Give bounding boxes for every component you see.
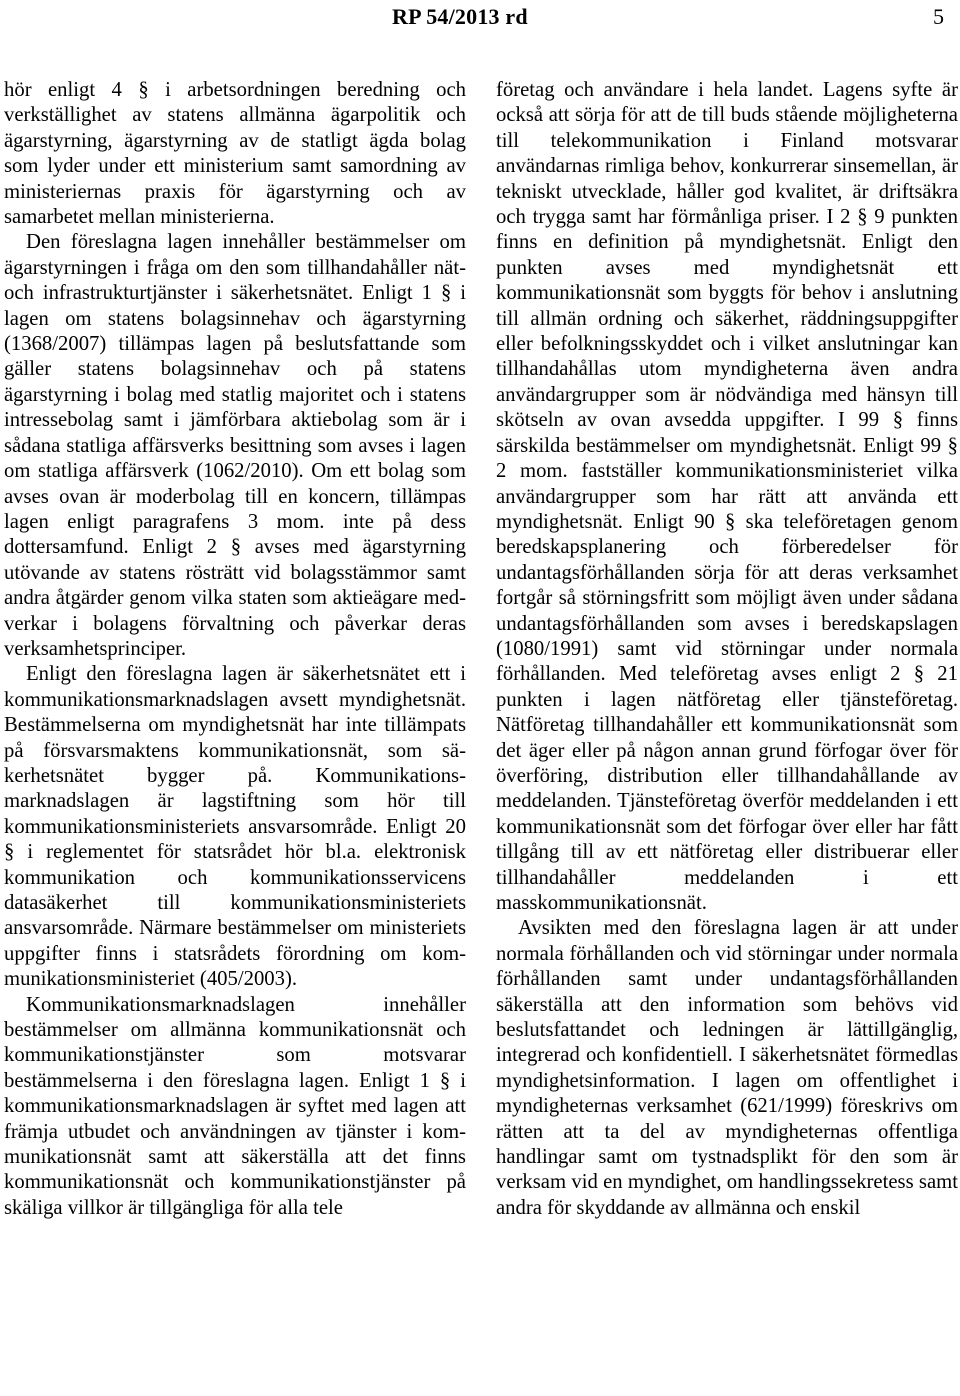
right-column	[496, 78, 958, 1221]
document-reference: RP 54/2013 rd	[392, 4, 528, 29]
page-number: 5	[933, 4, 944, 29]
paragraph: Avsikten med den föreslagna lagen är att under normala förhållanden och vid störningar under normala förhållanden samt under undantagsförhållanden säkerställa att den information som behövs vid beslutsfattandet och ledningen är lättillgänglig, integrerad och konfidentiell. I säkerhetsnätet förmedlas myndighetsinformation. I lagen om offentlighet i myndigheternas verksamhet (621/1999) föreskrivs om rätten att ta del av myndigheternas offentliga handlingar samt om tystnadsplikt för den som är verksam vid en myndighet, om handlingssekretess samt andra för skyddande av allmänna och enskil	[496, 917, 958, 1219]
paragraph: Enligt den föreslagna lagen är säkerhetsnätet ett i kommunikationsmarknadslagen avsett myndighetsnät. Bestämmelserna om myndighetsnät har inte tillämpats på försvarsmaktens kommunikationsnät, som säkerhetsnätet bygger på. Kommunikationsmarknadslagen är lagstiftning som hör till kommunikationsministeriets ansvarsområde. Enligt 20 § i reglementet för statsrådet hör bl.a. elektronisk kommunikation och kommunikationsservicens datasäkerhet till kommunikationsministeriets ansvarsområde. Närmare bestämmelser om ministeriets uppgifter finns i statsrådets förordning om kommunikationsministeriet (405/2003).	[4, 663, 466, 991]
paragraph: företag och användare i hela landet. Lagens syfte är också att sörja för att de till buds stående möjligheterna till telekommunikation i Finland motsvarar användarnas rimliga behov, konkurrerar sinsemellan, är tekniskt utvecklade, håller god kvalitet, är driftsäkra och trygga samt har förmånliga priser. I 2 § 9 punkten finns en definition på myndighetsnät. Enligt den punkten avses med myndighetsnät ett kommunikationsnät som byggts för behov i anslutning till allmän ordning och säkerhet, räddningsuppgifter eller befolkningsskyddet och i vilket anslutningar kan tillhandahållas utom myndigheterna även andra användargrupper som är nödvändiga med hänsyn till skötseln av ovan avsedda uppgifter. I 99 § finns särskilda bestämmelser om myndighetsnät. Enligt 99 § 2 mom. fastställer kommunikationsministeriet vilka användargrupper som har rätt att använda ett myndighetsnät. Enligt 90 § ska teleföretagen genom beredskapsplanering och förberedelser för undantagsförhållanden sörja för att deras verksamhet fortgår så störningsfritt som möjligt även under sådana undantagsförhållanden som avses i beredskapslagen (1080/1991) samt vid störningar under normala förhållanden. Med teleföretag avses enligt 2 § 21 punkten i lagen nätföretag eller tjänsteföretag. Nätföretag tillhandahåller ett kommunikationsnät som det äger eller på någon annan grund förfogar över för överföring, distribution eller tillhandahållande av meddelanden. Tjänsteföretag överför meddelanden i ett kommunikationsnät som det förfogar över eller har fått tillgång till av ett nätföretag eller distribuerar eller tillhandahåller meddelanden i ett masskommunikationsnät.	[496, 79, 958, 914]
left-column	[4, 78, 466, 1221]
paragraph: Den föreslagna lagen innehåller bestämmelser om ägarstyrningen i fråga om den som tillhandahåller nät- och infrastrukturtjänster i säkerhetsnätet. Enligt 1 § i lagen om statens bolagsinnehav och ägarstyrning (1368/2007) tillämpas lagen på beslutsfattande som gäller statens bolagsinnehav och på statens ägarstyrning i bolag med statlig majoritet och i statens intressebolag samt i jämförbara aktiebolag som är i sådana statliga affärsverks besittning som avses i lagen om statliga affärsverk (1062/2010). Om ett bolag som avses ovan är moderbolag till en koncern, tillämpas lagen enligt paragrafens 3 mom. inte på dess dottersamfund. Enligt 2 § avses med ägarstyrning utövande av statens rösträtt vid bolagsstämmor samt andra åtgärder genom vilka staten som aktieägare medverkar i bolagens förvaltning och påverkar deras verksamhetsprinciper.	[4, 231, 466, 660]
paragraph: hör enligt 4 § i arbetsordningen beredning och verkställighet av statens allmänna ägarpolitik och ägarstyrning, ägarstyrning av de statligt ägda bolag som lyder under ett ministerium samt samordning av ministeriernas praxis för ägarstyrning och av samarbetet mellan ministerierna.	[4, 79, 466, 229]
paragraph: Kommunikationsmarknadslagen innehåller bestämmelser om allmänna kommunikationsnät och kommunikationstjänster som motsvarar bestämmelserna i den föreslagna lagen. Enligt 1 § i kommunikationsmarknadslagen är syftet med lagen att främja utbudet och användningen av tjänster i kommunikationsnät samt att säkerställa att det finns kommunikationsnät och kommunikationstjänster på skäliga villkor är tillgängliga för alla tele	[4, 993, 466, 1219]
page-header	[0, 4, 960, 36]
